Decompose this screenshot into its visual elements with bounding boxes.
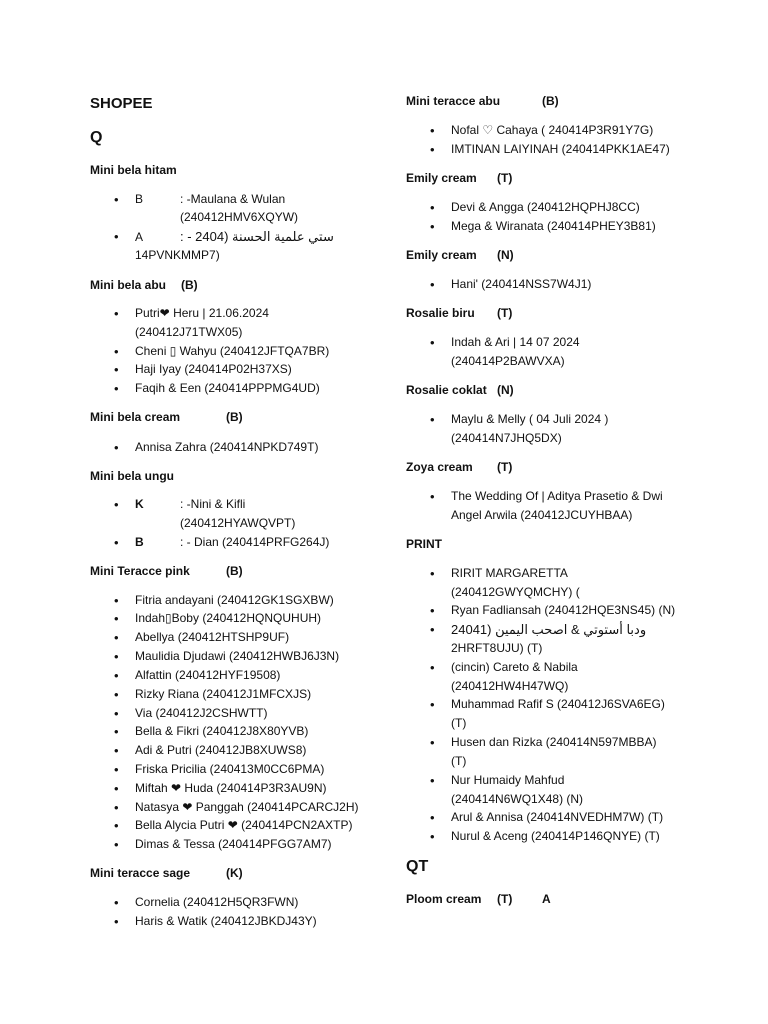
- variant-key: A: [135, 230, 144, 244]
- variant-key: B: [135, 192, 144, 206]
- list-item-cont: (240414P2BAWVXA): [451, 354, 565, 368]
- list-item: • Adi & Putri (240412JB8XUWS8): [90, 743, 306, 758]
- list-item: • Muhammad Rafif S (240412J6SVA6EG): [406, 697, 665, 712]
- list-item: • Fitria andayani (240412GK1SGXBW): [90, 593, 334, 608]
- section-qt-heading: QT: [406, 858, 429, 875]
- ploom-cream-heading: Ploom cream (T) A: [406, 892, 551, 906]
- list-item: • Arul & Annisa (240414NVEDHM7W) (T): [406, 810, 663, 825]
- list-item: • Rizky Riana (240412J1MFCXJS): [90, 687, 311, 702]
- page-title: SHOPEE: [90, 95, 153, 112]
- mini-bela-abu-heading: Mini bela abu (B): [90, 278, 198, 292]
- mini-bela-cream-heading: Mini bela cream (B): [90, 410, 243, 424]
- list-item: • Friska Pricilia (240413M0CC6PMA): [90, 762, 324, 777]
- list-item: • Faqih & Een (240414PPPMG4UD): [90, 381, 320, 396]
- list-item: • Miftah ❤ Huda (240414P3R3AU9N): [90, 781, 326, 796]
- zoya-cream-heading: Zoya cream (T): [406, 460, 513, 474]
- list-item: • Putri❤ Heru | 21.06.2024: [90, 306, 269, 321]
- mini-bela-ungu-heading: Mini bela ungu: [90, 469, 174, 483]
- variant-key: B: [135, 535, 144, 549]
- list-item-cont: (T): [451, 754, 467, 768]
- print-heading: PRINT: [406, 537, 442, 551]
- section-q-heading: Q: [90, 129, 103, 146]
- list-item: • Natasya ❤ Panggah (240414PCARCJ2H): [90, 800, 359, 815]
- list-item: • Haris & Watik (240412JBKDJ43Y): [90, 914, 317, 929]
- list-item-cont: (T): [451, 716, 467, 730]
- list-item: • Bella Alycia Putri ❤ (240414PCN2AXTP): [90, 818, 352, 833]
- order-text-cont: (240412HYAWQVPT): [180, 516, 296, 530]
- list-item: • (cincin) Careto & Nabila: [406, 660, 578, 675]
- list-item: • Bella & Fikri (240412J8X80YVB): [90, 724, 308, 739]
- emily-cream-heading: Emily cream (N): [406, 248, 514, 262]
- list-item: • ودبا أستوتي & اصحب اليمين (24041: [406, 622, 646, 637]
- list-item: • Mega & Wiranata (240414PHEY3B81): [406, 219, 656, 234]
- list-item: [90, 229, 334, 245]
- order-text: : -Nini & Kifli: [180, 497, 246, 511]
- list-item-cont: (240412GWYQMCHY) (: [451, 585, 580, 599]
- list-item: • Nurul & Aceng (240414P146QNYE) (T): [406, 829, 660, 844]
- list-item: • Alfattin (240412HYF19508): [90, 668, 280, 683]
- list-item: • Nofal ♡ Cahaya ( 240414P3R91Y7G): [406, 123, 653, 138]
- list-item: • Maulidia Djudawi (240412HWBJ6J3N): [90, 649, 339, 664]
- variant-key: K: [135, 497, 144, 511]
- order-text: : - Dian (240414PRFG264J): [180, 535, 330, 549]
- order-text-cont: 14PVNKMMP7): [135, 248, 220, 262]
- list-item: [90, 497, 245, 512]
- list-item-cont: (240412J71TWX05): [135, 325, 243, 339]
- list-item: • Maylu & Melly ( 04 Juli 2024 ): [406, 412, 608, 427]
- list-item: • Annisa Zahra (240414NPKD749T): [90, 440, 318, 455]
- list-item: • RIRIT MARGARETTA: [406, 566, 568, 581]
- list-item: • Indah▯Boby (240412HQNQUHUH): [90, 611, 321, 626]
- list-item-cont: (240412HW4H47WQ): [451, 679, 569, 693]
- list-item: • Via (240412J2CSHWTT): [90, 706, 268, 721]
- order-text: : -Maulana & Wulan: [180, 192, 286, 206]
- list-item: • Hani' (240414NSS7W4J1): [406, 277, 591, 292]
- rosalie-coklat-heading: Rosalie coklat (N): [406, 383, 514, 397]
- list-item-cont: 2HRFT8UJU) (T): [451, 641, 543, 655]
- rosalie-biru-heading: Rosalie biru (T): [406, 306, 513, 320]
- list-item: • Nur Humaidy Mahfud: [406, 773, 564, 788]
- list-item-cont: (240414N6WQ1X48) (N): [451, 792, 584, 806]
- list-item: • Cheni ▯ Wahyu (240412JFTQA7BR): [90, 344, 329, 359]
- list-item: • Dimas & Tessa (240414PFGG7AM7): [90, 837, 332, 852]
- list-item: • Husen dan Rizka (240414N597MBBA): [406, 735, 656, 750]
- list-item: [90, 192, 285, 207]
- list-item-cont: (240414N7JHQ5DX): [451, 431, 562, 445]
- list-item-cont: Angel Arwila (240412JCUYHBAA): [451, 508, 633, 522]
- list-item: • Haji Iyay (240414P02H37XS): [90, 362, 292, 377]
- order-text-cont: (240412HMV6XQYW): [180, 210, 299, 224]
- list-item: [90, 535, 329, 550]
- mini-teracce-sage-heading: Mini teracce sage (K): [90, 866, 243, 880]
- mini-bela-hitam-heading: Mini bela hitam: [90, 163, 177, 177]
- list-item: • The Wedding Of | Aditya Prasetio & Dwi: [406, 489, 663, 504]
- mini-teracce-pink-heading: Mini Teracce pink (B): [90, 564, 243, 578]
- emily-cream-heading: Emily cream (T): [406, 171, 513, 185]
- list-item: • Abellya (240412HTSHP9UF): [90, 630, 289, 645]
- list-item: • Cornelia (240412H5QR3FWN): [90, 895, 298, 910]
- list-item: • Devi & Angga (240412HQPHJ8CC): [406, 200, 640, 215]
- list-item: • Indah & Ari | 14 07 2024: [406, 335, 580, 350]
- order-text: : - ستي علمية الحسنة (2404: [180, 229, 334, 244]
- list-item: • Ryan Fadliansah (240412HQE3NS45) (N): [406, 603, 675, 618]
- mini-teracce-abu-heading: Mini teracce abu (B): [406, 94, 559, 108]
- list-item: • IMTINAN LAIYINAH (240414PKK1AE47): [406, 142, 670, 157]
